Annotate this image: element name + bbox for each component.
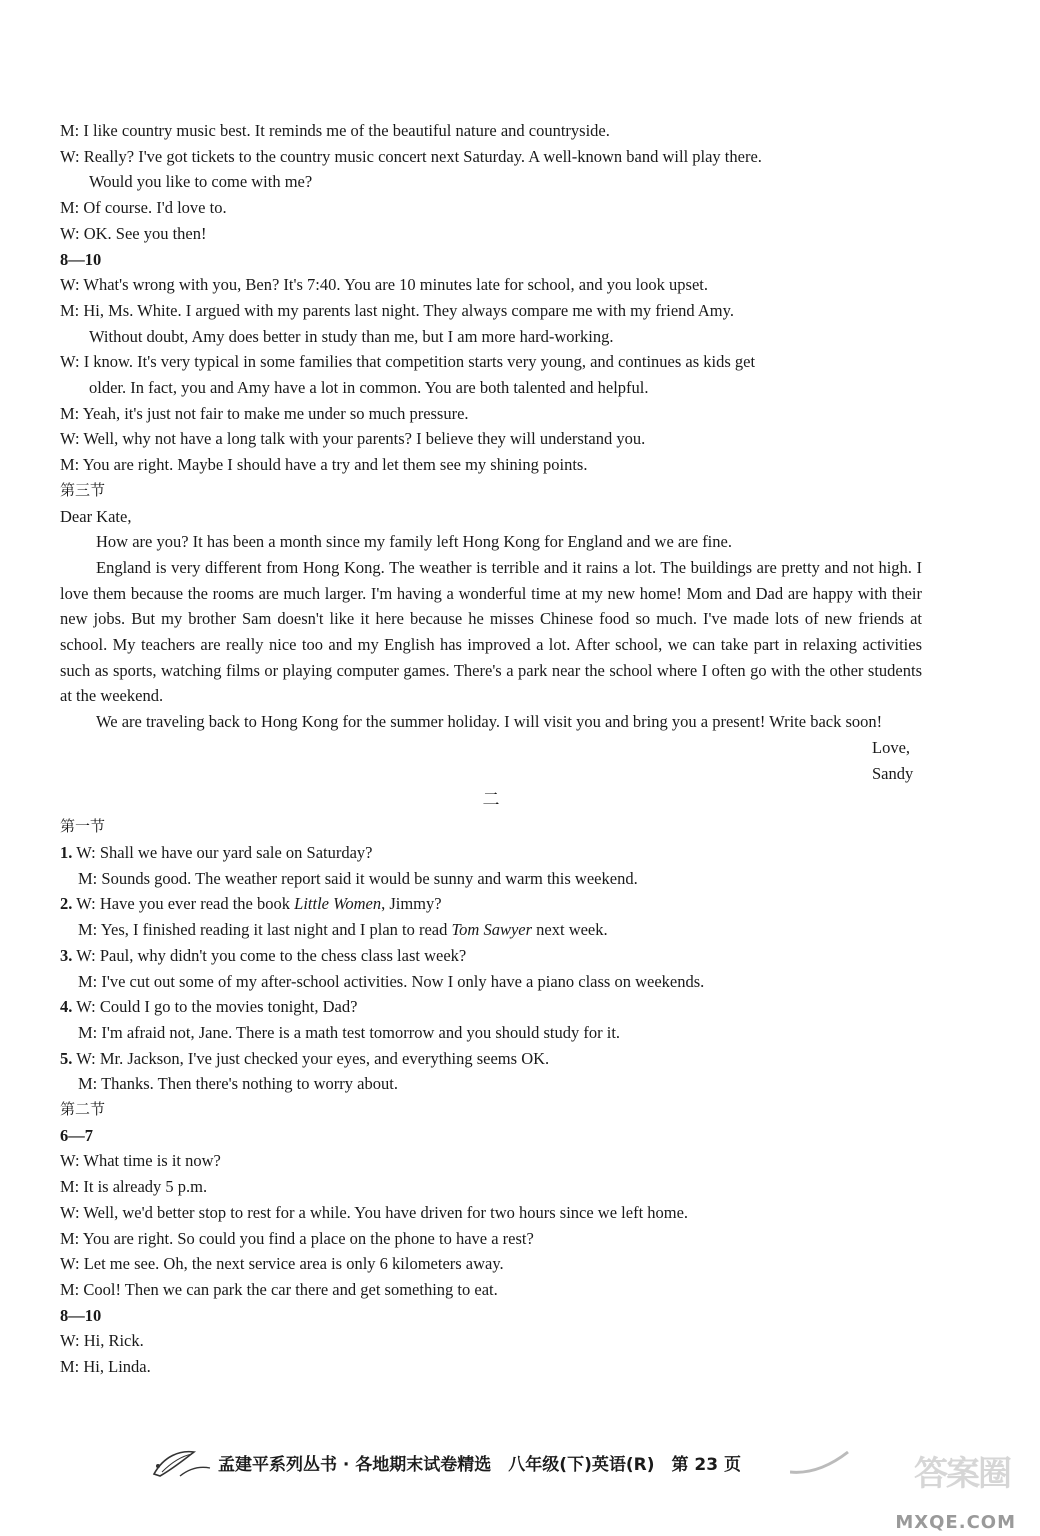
- section-title: 第二节: [60, 1100, 106, 1119]
- dialog-line: W: What's wrong with you, Ben? It's 7:40. You are 10 minutes late for school, and you look upset.: [60, 275, 709, 295]
- dialog-line: M: Hi, Linda.: [60, 1357, 151, 1377]
- question-reply: M: I'm afraid not, Jane. There is a math test tomorrow and you should study for it.: [78, 1022, 621, 1042]
- dialog-line: W: Really? I've got tickets to the country music concert next Saturday. A well-known band will play there.: [60, 146, 762, 166]
- question-reply: M: I've cut out some of my after-school activities. Now I only have a piano class on weekends.: [78, 971, 705, 991]
- dialog-line: W: OK. See you then!: [60, 223, 207, 243]
- section-title: 第三节: [60, 480, 106, 499]
- letter-paragraph: England is very different from Hong Kong. The weather is terrible and it rains a lot. The buildings are pretty and not high. I love them because the rooms are much larger. I'm having a wonderful time at my new home! Mom and Dad are happy with their new jobs. But my brother Sam doesn't like it here because he misses Chinese food so much. I've made lots of new friends at school. My teachers are really nice too and my English has improved a lot. After school, we can take part in relaxing activities such as sports, watching films or playing computer games. There's a park near the school where I often go with the other students at the weekend.: [60, 557, 922, 706]
- dialog-line-cont: older. In fact, you and Amy have a lot in common. You are both talented and helpful.: [89, 378, 649, 398]
- question-item: 1. W: Shall we have our yard sale on Saturday?: [60, 842, 373, 862]
- dialog-line-cont: Without doubt, Amy does better in study than me, but I am more hard-working.: [89, 326, 614, 346]
- dialog-line: M: You are right. Maybe I should have a try and let them see my shining points.: [60, 455, 588, 475]
- question-reply: M: Sounds good. The weather report said it would be sunny and warm this weekend.: [78, 868, 638, 888]
- dialog-line: M: I like country music best. It reminds me of the beautiful nature and countryside.: [60, 121, 610, 140]
- dialog-line: W: What time is it now?: [60, 1151, 221, 1171]
- question-item: 5. W: Mr. Jackson, I've just checked your eyes, and everything seems OK.: [60, 1048, 550, 1068]
- dialog-line: M: It is already 5 p.m.: [60, 1177, 208, 1197]
- letter-paragraph: How are you? It has been a month since my family left Hong Kong for England and we are fine.: [96, 532, 732, 552]
- letter-paragraph: We are traveling back to Hong Kong for the summer holiday. I will visit you and bring you a present! Write back soon!: [96, 712, 883, 732]
- section-heading: 8—10: [60, 249, 102, 269]
- question-reply: M: Thanks. Then there's nothing to worry about.: [78, 1074, 398, 1094]
- dialog-line: W: Well, we'd better stop to rest for a while. You have driven for two hours since we left home.: [60, 1202, 689, 1222]
- question-item: 3. W: Paul, why didn't you come to the chess class last week?: [60, 945, 467, 965]
- footer-text: 孟建平系列丛书 · 各地期末试卷精选 八年级(下)英语(R) 第 23 页: [218, 1455, 741, 1475]
- book-title: Tom Sawyer: [451, 920, 533, 940]
- dialog-line: M: Yeah, it's just not fair to make me under so much pressure.: [60, 403, 469, 423]
- dialog-line: W: Hi, Rick.: [60, 1331, 144, 1351]
- question-item: 2. W: Have you ever read the book Little Women, Jimmy?: [60, 894, 442, 914]
- part-title: 二: [482, 790, 500, 811]
- watermark-logo: 答案圈: [914, 1454, 1010, 1494]
- dialog-line: W: Well, why not have a long talk with your parents? I believe they will understand you.: [60, 429, 646, 449]
- letter-signature: Sandy: [872, 763, 914, 783]
- dialog-line-cont: Would you like to come with me?: [89, 172, 313, 192]
- dialog-line: W: I know. It's very typical in some families that competition starts very young, and continues as kids get: [60, 352, 756, 372]
- dialog-line: W: Let me see. Oh, the next service area is only 6 kilometers away.: [60, 1254, 504, 1274]
- dialog-line: M: Cool! Then we can park the car there and get something to eat.: [60, 1279, 498, 1299]
- letter-salutation: Dear Kate,: [60, 506, 132, 526]
- section-title: 第一节: [60, 817, 106, 836]
- section-heading: 8—10: [60, 1305, 102, 1325]
- dialog-line: M: Hi, Ms. White. I argued with my parents last night. They always compare me with my friend Amy.: [60, 300, 734, 320]
- page-content: [60, 118, 922, 1380]
- section-heading: 6—7: [60, 1125, 93, 1145]
- dialog-line: M: You are right. So could you find a place on the phone to have a rest?: [60, 1228, 534, 1248]
- letter-closing: Love,: [872, 737, 911, 757]
- footer-swoosh-icon: [790, 1448, 850, 1478]
- page-footer: [150, 1446, 830, 1480]
- watermark-text: MXQE.COM: [895, 1512, 1016, 1533]
- question-item: 4. W: Could I go to the movies tonight, Dad?: [60, 997, 358, 1017]
- question-reply: M: Yes, I finished reading it last night and I plan to read Tom Sawyer next week.: [78, 920, 608, 940]
- book-title: Little Women: [294, 894, 382, 914]
- dialog-line: M: Of course. I'd love to.: [60, 198, 227, 218]
- pen-leaf-icon: [150, 1446, 212, 1480]
